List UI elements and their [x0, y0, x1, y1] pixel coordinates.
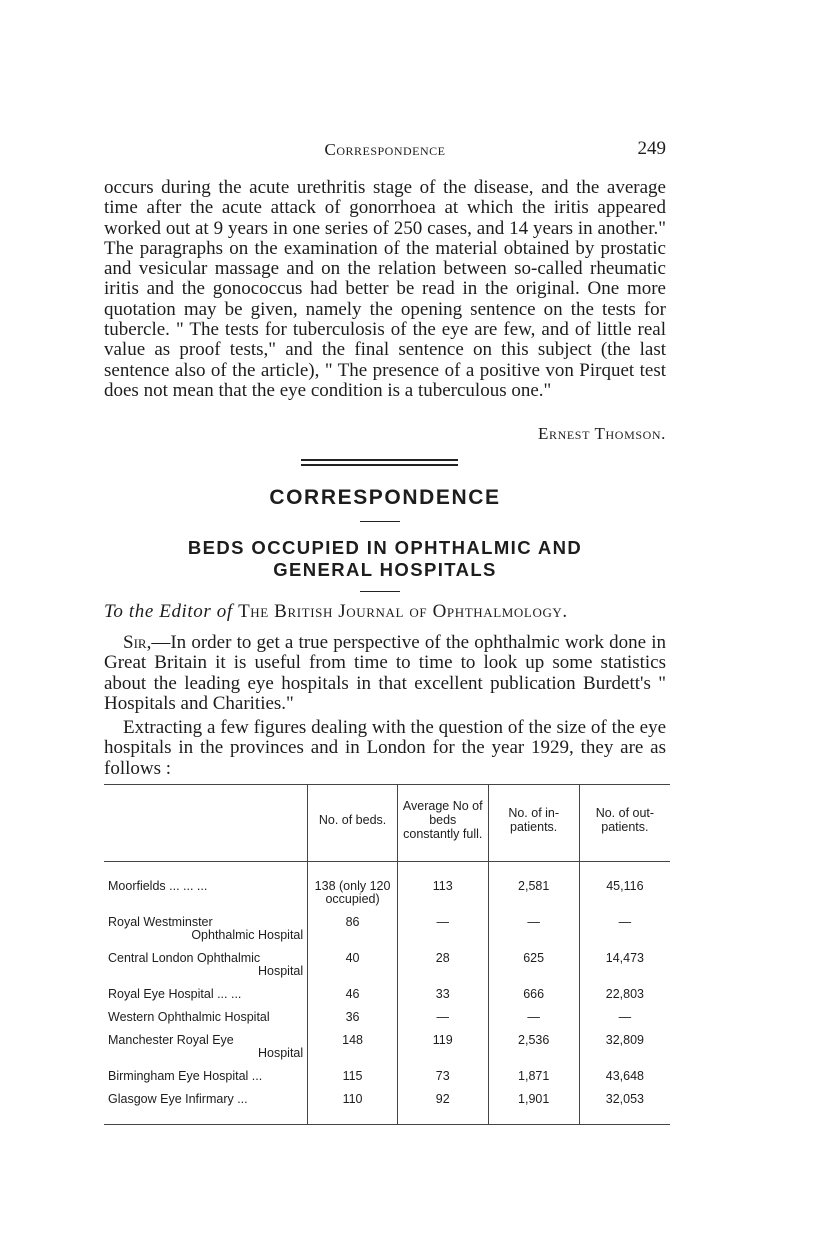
salutation-prefix: To the Editor of [104, 601, 233, 622]
hospital-statistics-table [104, 784, 670, 1125]
beds-value: 46 [308, 986, 398, 1009]
inpatients-value: — [488, 914, 579, 950]
header-beds: No. of beds. [308, 785, 398, 862]
inpatients-value: 1,871 [488, 1068, 579, 1091]
section-divider [301, 459, 458, 466]
running-title: Correspondence [324, 140, 446, 159]
table-row [104, 914, 670, 950]
average-full-value: 73 [397, 1068, 488, 1091]
average-full-value: — [397, 914, 488, 950]
outpatients-value: — [579, 914, 670, 950]
page-number: 249 [637, 138, 666, 159]
average-full-value: 28 [397, 950, 488, 986]
hospital-name: Western Ophthalmic Hospital [108, 1010, 270, 1024]
heading-rule [360, 521, 400, 522]
header-inpatients: No. of in-patients. [488, 785, 579, 862]
table-row [104, 1091, 670, 1125]
inpatients-value: 2,581 [488, 862, 579, 915]
header-average-full: Average No of beds constantly full. [397, 785, 488, 862]
letter-paragraph-2-text: Extracting a few figures dealing with the question of the size of the eye hospitals in the provinces and in London for the year 1929, they are as follows : [104, 717, 666, 779]
hospital-name: Royal Westminster Ophthalmic Hospital [108, 915, 304, 942]
outpatients-value: 32,809 [579, 1032, 670, 1068]
beds-value: 138 (only 120 occupied) [308, 862, 398, 915]
running-header [104, 140, 666, 166]
average-full-value: 33 [397, 986, 488, 1009]
table-row [104, 1009, 670, 1032]
hospital-name: Manchester Royal Eye Hospital [108, 1033, 304, 1060]
average-full-value: 119 [397, 1032, 488, 1068]
outpatients-value: 14,473 [579, 950, 670, 986]
table-row [104, 950, 670, 986]
table-header-row [104, 785, 670, 862]
inpatients-value: 2,536 [488, 1032, 579, 1068]
letter-title [104, 537, 666, 581]
outpatients-value: 45,116 [579, 862, 670, 915]
hospital-name: Birmingham Eye Hospital ... [108, 1069, 263, 1083]
table-row [104, 986, 670, 1009]
beds-value: 110 [308, 1091, 398, 1125]
outpatients-value: 43,648 [579, 1068, 670, 1091]
header-hospital [104, 785, 308, 862]
header-outpatients: No. of out-patients. [579, 785, 670, 862]
hospital-name: Glasgow Eye Infirmary ... [104, 1091, 308, 1125]
average-full-value: — [397, 1009, 488, 1032]
letter-paragraph-1-text: —In order to get a true perspective of the ophthalmic work done in Great Britain it is useful from time to time to look up some statistics about the leading eye hospitals in that excellent publication Burdett's " Hospitals and Charities." [104, 632, 666, 714]
review-signature: Ernest Thomson. [538, 424, 666, 443]
inpatients-value: 625 [488, 950, 579, 986]
outpatients-value: 32,053 [579, 1091, 670, 1125]
review-closing-paragraph: occurs during the acute urethritis stage of the disease, and the average time after the acute attack of gonorrhoea at which the iritis appeared worked out at 9 years in one series of 250 cases, and 14 years in another." The paragraphs on the examination of the material obtained by prostatic and vesicular massage and on the relation between so-called rheumatic iritis and the gonococcus had better be read in the original. One more quotation may be given, namely the opening sentence on the tests for tubercle. " The tests for tuberculosis of the eye are few, and of little real value as proof tests," and the final sentence on this subject (the last sentence also of the article), " The presence of a positive von Pirquet test does not mean that the eye condition is a tuberculous one." [104, 177, 666, 401]
beds-value: 40 [308, 950, 398, 986]
average-full-value: 113 [397, 862, 488, 915]
average-full-value: 92 [397, 1091, 488, 1125]
journal-name: The British Journal of Ophthalmology. [238, 601, 568, 622]
hospital-name: Moorfields ... ... ... [108, 879, 208, 893]
salutation [104, 601, 666, 623]
letter-title-line-1: BEDS OCCUPIED IN OPHTHALMIC AND [187, 537, 583, 558]
inpatients-value: 1,901 [488, 1091, 579, 1125]
table-row [104, 862, 670, 915]
section-heading: CORRESPONDENCE [269, 486, 501, 509]
table-row [104, 1068, 670, 1091]
outpatients-value: — [579, 1009, 670, 1032]
beds-value: 115 [308, 1068, 398, 1091]
letter-title-line-2: GENERAL HOSPITALS [273, 559, 497, 580]
outpatients-value: 22,803 [579, 986, 670, 1009]
letter-paragraph-1 [104, 633, 666, 714]
letter-paragraph-2 [104, 718, 666, 779]
hospital-name: Royal Eye Hospital ... ... [108, 987, 242, 1001]
title-rule [360, 591, 400, 592]
table-row [104, 1032, 670, 1068]
beds-value: 36 [308, 1009, 398, 1032]
inpatients-value: — [488, 1009, 579, 1032]
inpatients-value: 666 [488, 986, 579, 1009]
letter-greeting: Sir, [123, 632, 152, 653]
beds-value: 148 [308, 1032, 398, 1068]
beds-value: 86 [308, 914, 398, 950]
hospital-name: Central London Ophthalmic Hospital [108, 951, 304, 978]
